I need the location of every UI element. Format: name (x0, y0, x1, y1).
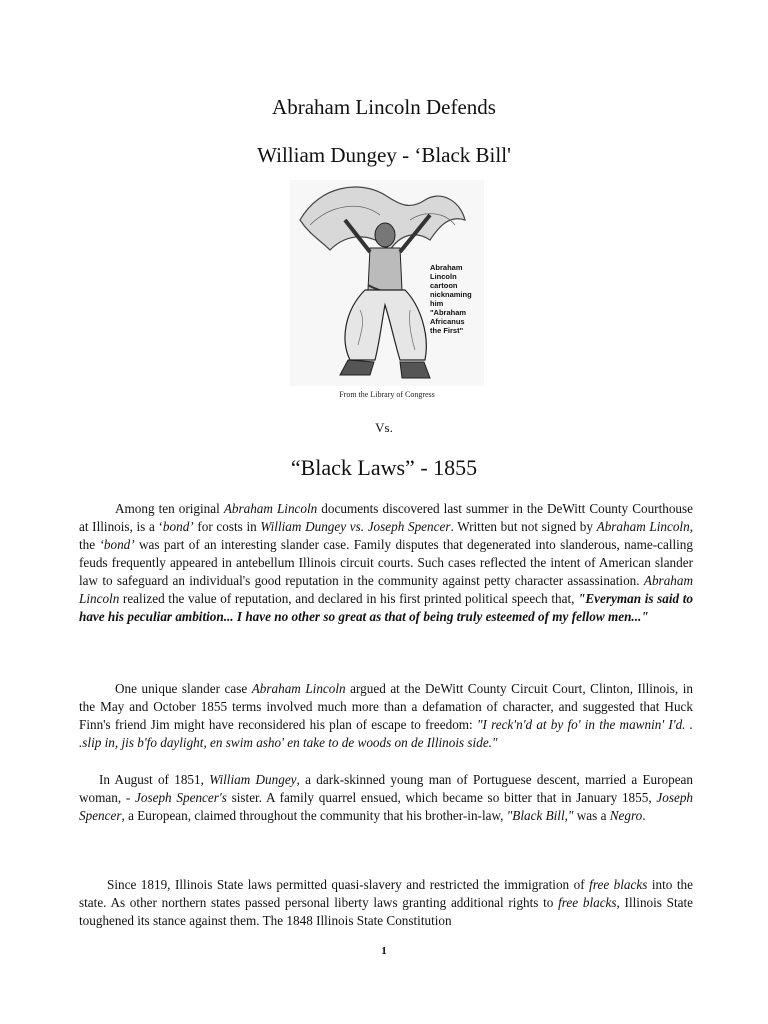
text-run: . (642, 808, 646, 823)
text-run: William Dungey (209, 772, 297, 787)
document-title: Abraham Lincoln Defends (272, 95, 496, 119)
text-run: into the state. As other northern states passed personal liberty laws granting additional rights to (79, 877, 694, 910)
text-run: Among ten original (115, 501, 224, 516)
cartoon-caption-line: "Abraham (430, 308, 467, 317)
versus-label: Vs. (375, 420, 393, 435)
paragraph (79, 500, 693, 626)
page-number: 1 (381, 945, 387, 957)
text-run: for costs in (193, 519, 261, 534)
text-run: ‘bond’ (99, 537, 135, 552)
text-run: Joseph Spencer (79, 790, 694, 823)
text-run: Joseph Spencer's (135, 790, 227, 805)
cartoon-caption-line: cartoon (430, 281, 458, 290)
paragraph (79, 680, 693, 752)
cartoon-caption-line: nicknaming (430, 290, 472, 299)
text-run: Abraham Lincoln (79, 573, 693, 606)
paragraph (79, 876, 693, 930)
cartoon-caption-line: Africanus (430, 317, 465, 326)
text-run: One unique slander case (115, 681, 252, 696)
text-run: , a dark-skinned young man of Portuguese descent, married a European woman, - (79, 772, 693, 805)
text-run: Abraham Lincoln (223, 501, 318, 516)
document-subtitle: William Dungey - ‘Black Bill' (257, 143, 511, 167)
paragraph (79, 771, 693, 825)
lincoln-cartoon-illustration (290, 180, 484, 386)
text-run: . Written but not signed by (450, 519, 597, 534)
text-run: realized the value of reputation, and declared in his first printed political speech that, (119, 591, 579, 606)
text-run: was a (573, 808, 610, 823)
image-credit: From the Library of Congress (339, 390, 435, 399)
text-run: Since 1819, Illinois State laws permitted quasi-slavery and restricted the immigration of (107, 877, 590, 892)
text-run: was part of an interesting slander case. Family disputes that degenerated into slanderous, name-calling feuds frequently appeared in antebellum Illinois circuit courts. Such cases reflected the intent of American slander law to safeguard an individual's good reputation in the community against petty character assassination. (79, 537, 693, 588)
text-run: bond’ (162, 519, 194, 534)
text-run: Abraham Lincoln (251, 681, 346, 696)
text-run: "Everyman is said to have his peculiar ambition... I have no other so great as that of being truly esteemed of my fellow men..." (79, 591, 693, 624)
cartoon-caption-line: Lincoln (430, 272, 457, 281)
text-run: "Black Bill," (506, 808, 574, 823)
text-run: , a European, claimed throughout the community that his brother-in-law, (121, 808, 507, 823)
text-run: free blacks (558, 895, 617, 910)
cartoon-caption-line: the First" (430, 326, 464, 335)
text-run: , the (79, 519, 693, 552)
section-title: “Black Laws” - 1855 (290, 455, 478, 480)
text-run: , Illinois State toughened its stance against them. The 1848 Illinois State Constitution (79, 895, 694, 928)
text-run: Abraham Lincoln (596, 519, 690, 534)
text-run: William Dungey vs. Joseph Spencer (260, 519, 451, 534)
text-run: documents discovered last summer in the DeWitt County Courthouse at Illinois, is a ‘ (79, 501, 693, 534)
text-run: In August of 1851, (99, 772, 210, 787)
cartoon-caption-line: Abraham (430, 263, 463, 272)
cartoon-caption-line: him (430, 299, 444, 308)
text-run: free blacks (589, 877, 648, 892)
text-run: Negro (609, 808, 643, 823)
cartoon-image (290, 180, 484, 386)
text-run: argued at the DeWitt County Circuit Court, Clinton, Illinois, in the May and October 1855 terms involved much more than a defamation of character, and suggested that Huck Finn's friend Jim might have reconsidered his plan of escape to freedom: (79, 681, 693, 732)
text-run: "I reck'n'd at by fo' in the mawnin' I'd. . .slip in, jis b'fo daylight, en swim asho' en take to de woods on de Illinois side." (79, 717, 693, 750)
text-run: sister. A family quarrel ensued, which became so bitter that in January 1855, (226, 790, 657, 805)
